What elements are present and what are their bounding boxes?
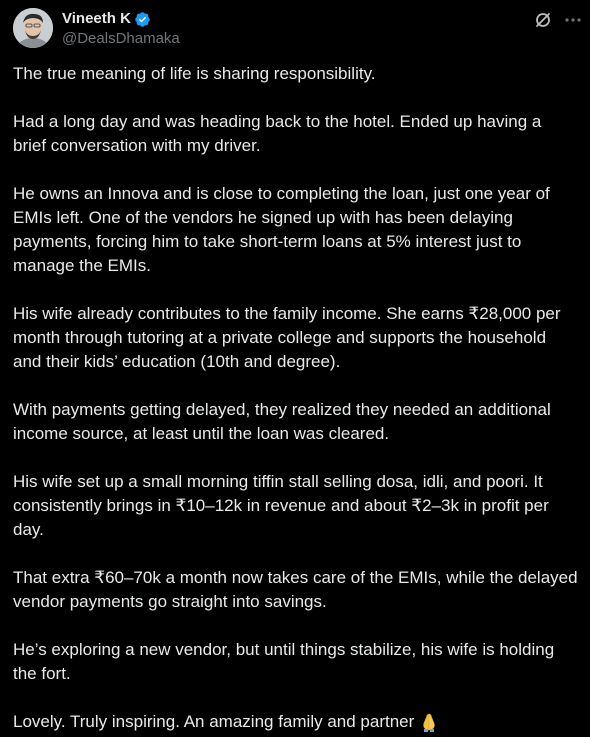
more-icon[interactable] (563, 10, 583, 30)
tweet-header (13, 8, 583, 48)
author-handle[interactable]: @DealsDhamaka (62, 30, 180, 47)
tweet-text (13, 62, 579, 737)
tweet-paragraph: His wife set up a small morning tiffin stall selling dosa, idli, and poori. It consistently brings in ₹10–12k in revenue and about ₹2–3k in profit per day. (13, 472, 549, 539)
verified-badge-icon (134, 11, 151, 28)
tweet-paragraph: The true meaning of life is sharing responsibility. (13, 64, 376, 83)
tweet-paragraph: That extra ₹60–70k a month now takes care of the EMIs, while the delayed vendor payments go straight into savings. (13, 568, 578, 611)
grok-icon[interactable] (533, 10, 553, 30)
name-row (62, 9, 180, 29)
tweet-paragraph: He’s exploring a new vendor, but until things stabilize, his wife is holding the fort. (13, 640, 555, 683)
tweet-paragraph: He owns an Innova and is close to completing the loan, just one year of EMIs left. One of the vendors he signed up with has been delaying payments, forcing him to take short-term loans at 5% interest just to manage the EMIs. (13, 184, 550, 275)
tweet-closing-line (13, 710, 579, 734)
author-display-name[interactable]: Vineeth K (62, 10, 131, 27)
author-name-block (62, 9, 180, 49)
avatar[interactable] (13, 8, 53, 48)
tweet-paragraph: Had a long day and was heading back to the hotel. Ended up having a brief conversation with my driver. (13, 112, 542, 155)
folded-hands-icon (418, 711, 440, 733)
tweet-paragraph: With payments getting delayed, they realized they needed an additional income source, at least until the loan was cleared. (13, 400, 551, 443)
tweet-paragraph: Lovely. Truly inspiring. An amazing family and partner (13, 712, 415, 731)
tweet-paragraph: His wife already contributes to the family income. She earns ₹28,000 per month through tutoring at a private college and supports the household and their kids’ education (10th and degree). (13, 304, 561, 371)
